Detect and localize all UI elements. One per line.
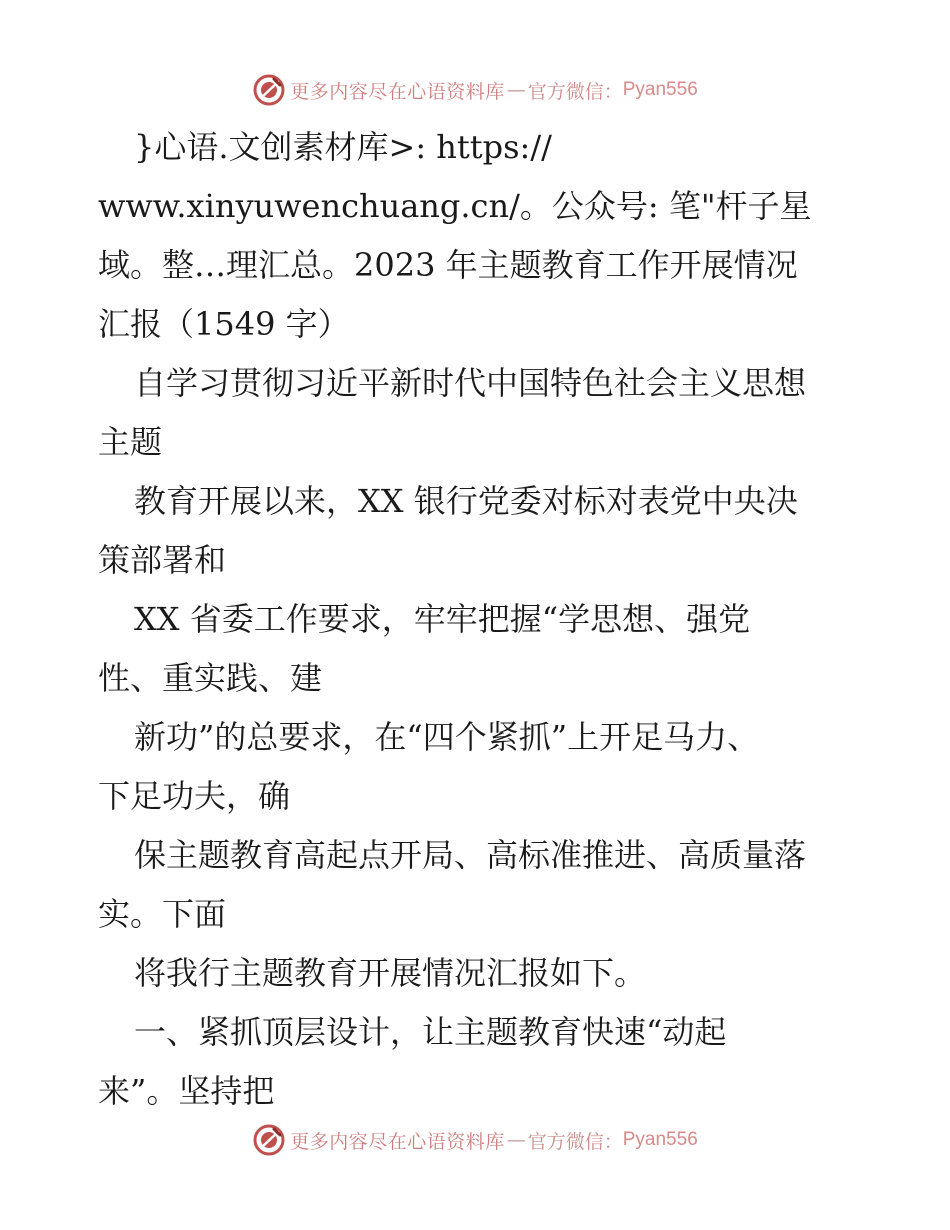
seal-logo-icon — [252, 73, 286, 107]
banner-text: 更多内容尽在心语资料库 — [290, 80, 505, 103]
document-body — [98, 118, 868, 1121]
text-line-12: 下足功夫，确 — [98, 777, 291, 815]
banner-wechat-id: Pyan556 — [622, 1129, 698, 1150]
text-line-14: 实。下面 — [98, 895, 227, 933]
text-line-7: 教育开展以来，XX 银行党委对标对表党中央决 — [134, 482, 798, 520]
text-line-3: 域。整…理汇总。2023 年主题教育工作开展情况 — [98, 246, 798, 284]
banner-wechat-label: 官方微信： — [527, 80, 623, 103]
text-line-4: 汇报（1549 字） — [98, 305, 350, 343]
text-line-2: www.xinyuwenchuang.cn/。公众号: 笔"杆子星 — [98, 187, 812, 225]
text-line-15: 将我行主题教育开展情况汇报如下。 — [134, 954, 647, 992]
text-line-6: 主题 — [98, 423, 163, 461]
text-line-9: XX 省委工作要求，牢牢把握“学思想、强党 — [134, 600, 751, 638]
text-line-5: 自学习贯彻习近平新时代中国特色社会主义思想 — [134, 364, 807, 402]
text-line-13: 保主题教育高起点开局、高标准推进、高质量落 — [134, 836, 807, 874]
text-line-1: }心语.文创素材库>: https:// — [134, 128, 552, 166]
text-line-16: 一、紧抓顶层设计，让主题教育快速“动起 — [134, 1013, 727, 1051]
banner-text: 更多内容尽在心语资料库 — [290, 1130, 505, 1153]
footer-banner — [0, 1120, 950, 1160]
banner-separator: — — [506, 79, 526, 101]
header-banner — [0, 70, 950, 110]
banner-wechat-label: 官方微信： — [527, 1130, 623, 1153]
text-line-8: 策部署和 — [98, 541, 227, 579]
text-line-17: 来”。坚持把 — [98, 1072, 275, 1110]
seal-logo-icon — [252, 1123, 286, 1157]
banner-separator: — — [506, 1129, 526, 1151]
text-line-10: 性、重实践、建 — [98, 659, 323, 697]
text-line-11: 新功”的总要求，在“四个紧抓”上开足马力、 — [134, 718, 760, 756]
banner-wechat-id: Pyan556 — [622, 79, 698, 100]
